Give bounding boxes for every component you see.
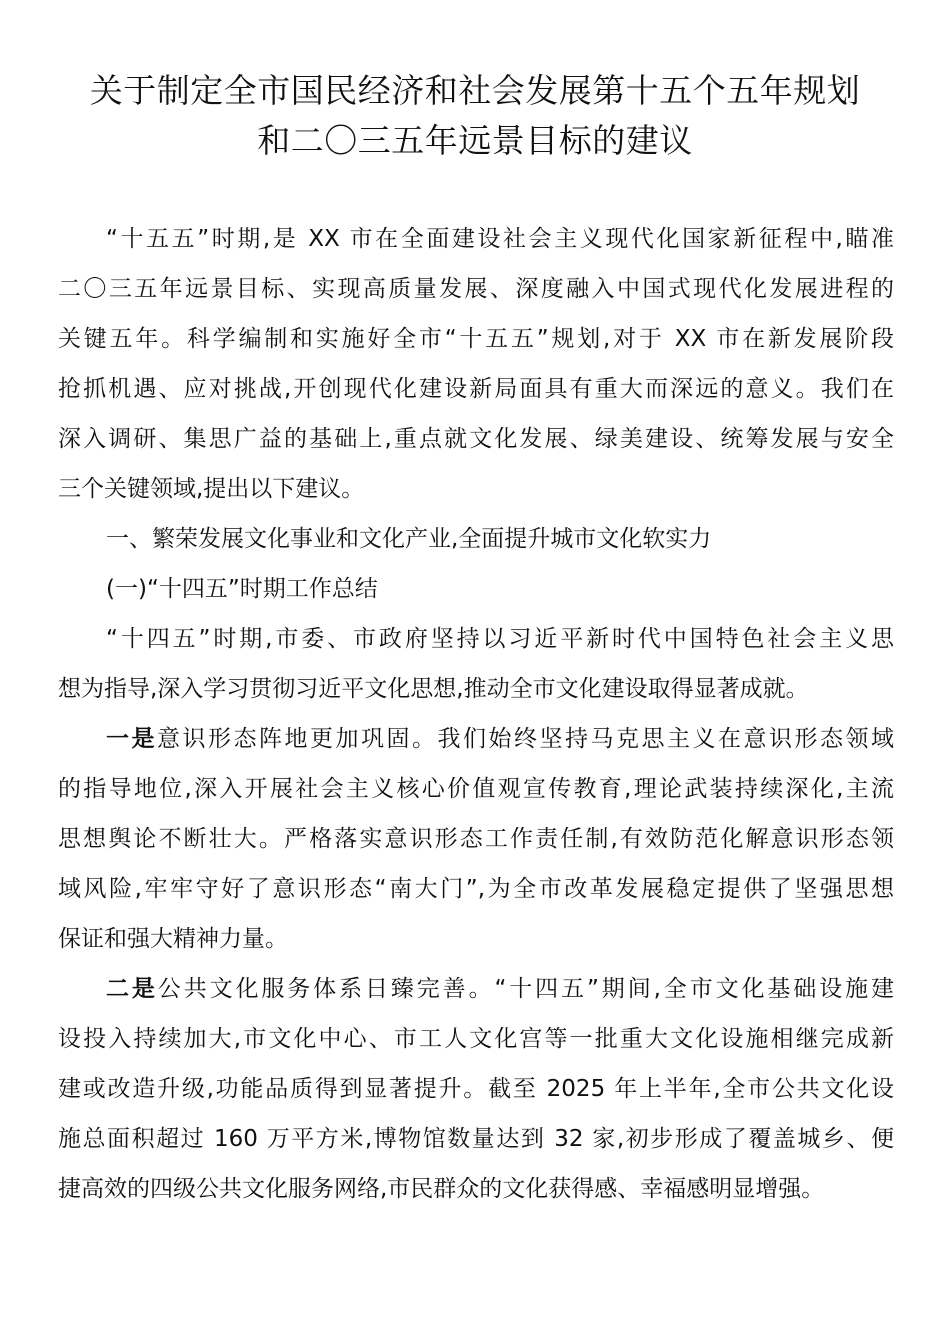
point-1-line: 的指导地位,深入开展社会主义核心价值观宣传教育,理论武装持续深化,主流 bbox=[58, 776, 894, 802]
point-1-line: 思想舆论不断壮大。严格落实意识形态工作责任制,有效防范化解意识形态领 bbox=[58, 826, 894, 852]
intro-line: “十五五”时期,是 XX 市在全面建设社会主义现代化国家新征程中,瞄准 bbox=[106, 226, 894, 252]
subsection-heading: (一)“十四五”时期工作总结 bbox=[106, 576, 378, 602]
summary-line: 想为指导,深入学习贯彻习近平文化思想,推动全市文化建设取得显著成就。 bbox=[58, 676, 809, 702]
point-1-first-line bbox=[58, 714, 894, 764]
point-2-line: 捷高效的四级公共文化服务网络,市民群众的文化获得感、幸福感明显增强。 bbox=[58, 1176, 825, 1202]
point-1-line: 保证和强大精神力量。 bbox=[58, 926, 288, 952]
section-heading: 一、繁荣发展文化事业和文化产业,全面提升城市文化软实力 bbox=[106, 526, 712, 552]
intro-line: 抢抓机遇、应对挑战,开创现代化建设新局面具有重大而深远的意义。我们在 bbox=[58, 376, 894, 402]
point-2-first-line bbox=[58, 964, 894, 1014]
point-2-text: 公共文化服务体系日臻完善。“十四五”期间,全市文化基础设施建 bbox=[157, 976, 894, 1002]
point-2-lead: 二是 bbox=[106, 976, 158, 1002]
document-body bbox=[58, 214, 894, 1214]
summary-line: “十四五”时期,市委、市政府坚持以习近平新时代中国特色社会主义思 bbox=[106, 626, 894, 652]
intro-line: 二〇三五年远景目标、实现高质量发展、深度融入中国式现代化发展进程的 bbox=[58, 276, 894, 302]
point-2-line: 建或改造升级,功能品质得到显著提升。截至 2025 年上半年,全市公共文化设 bbox=[58, 1076, 894, 1102]
title-line-1: 关于制定全市国民经济和社会发展第十五个五年规划 bbox=[89, 71, 861, 110]
intro-line: 三个关键领域,提出以下建议。 bbox=[58, 476, 365, 502]
document-title bbox=[40, 66, 910, 166]
intro-line: 关键五年。科学编制和实施好全市“十五五”规划,对于 XX 市在新发展阶段 bbox=[58, 326, 894, 352]
point-1-lead: 一是 bbox=[106, 726, 157, 752]
point-1-line: 域风险,牢牢守好了意识形态“南大门”,为全市改革发展稳定提供了坚强思想 bbox=[58, 876, 894, 902]
point-2-line: 施总面积超过 160 万平方米,博物馆数量达到 32 家,初步形成了覆盖城乡、便 bbox=[58, 1126, 894, 1152]
title-line-2: 和二〇三五年远景目标的建议 bbox=[257, 121, 693, 160]
point-2-line: 设投入持续加大,市文化中心、市工人文化宫等一批重大文化设施相继完成新 bbox=[58, 1026, 894, 1052]
intro-line: 深入调研、集思广益的基础上,重点就文化发展、绿美建设、统筹发展与安全 bbox=[58, 426, 894, 452]
point-1-text: 意识形态阵地更加巩固。我们始终坚持马克思主义在意识形态领域 bbox=[157, 726, 894, 752]
